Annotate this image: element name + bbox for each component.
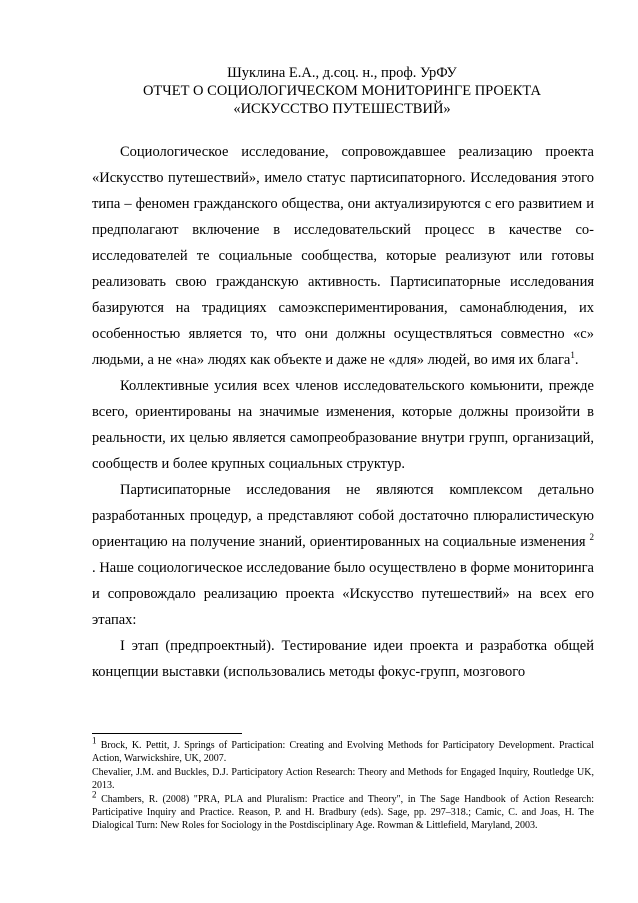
paragraph-2: Коллективные усилия всех членов исследовательского комьюнити, прежде всего, ориентированы на значимые изменения, которые должны произойти в реальности, их целью является самопреобразование внутри групп, организаций, сообществ и более крупных социальных структур. <box>92 378 594 472</box>
footnote-1-number: 1 <box>92 735 97 746</box>
footnote-1 <box>92 735 595 765</box>
paragraph-1-text: Социологическое исследование, сопровождавшее реализацию проекта «Искусство путешествий», имело статус партисипаторного. Исследования этого типа – феномен гражданского общества, они актуализируются с его развитием и предполагают включение в исследовательский процесс в качестве со-исследователей те социальные сообщества, которые реализуют или готовы реализовать свою гражданскую активность. Партисипаторные исследования базируются на традициях самоэкспериментирования, самонаблюдения, их особенностью является то, что они должны осуществляться совместно «с» людьми, а не «на» людях как объекте и даже не «для» людей, во имя их блага <box>92 144 594 368</box>
body-text <box>92 139 594 685</box>
footnote-2-number: 2 <box>92 790 97 801</box>
paragraph-3-text-a: Партисипаторные исследования не являются комплексом детально разработанных процедур, а представляют собой достаточно плюралистическую ориентацию на получение знаний, ориентированных на социальные изменения <box>92 482 594 550</box>
footnote-1-text: Brock, K. Pettit, J. Springs of Participation: Creating and Evolving Methods for Participatory Development. Practical Action, Warwickshire, UK, 2007. <box>92 740 595 764</box>
paragraph-4: I этап (предпроектный). Тестирование идеи проекта и разработка общей концепции выставки (использовались методы фокус-групп, мозгового <box>92 638 594 680</box>
footnote-2-text: Chambers, R. (2008) "PRA, PLA and Pluralism: Practice and Theory", in The Sage Handbook of Action Research: Participative Inquiry and Practice. Reason, P. and H. Bradbury (eds). Sage, pp. 297–318.; Camic, C. and Joas, H. The Dialogical Turn: New Roles for Sociology in the Postdisciplinary Age. Rowman & Littlefield, Maryland, 2003. <box>92 794 595 831</box>
footnote-1b: Chevalier, J.M. and Buckles, D.J. Participatory Action Research: Theory and Methods for Engaged Inquiry, Routledge UK, 2013. <box>92 767 594 791</box>
paragraph-3 <box>92 477 594 633</box>
footnote-ref-2[interactable]: 2 <box>589 532 595 543</box>
footnotes <box>92 735 595 834</box>
paragraph-1-end: . <box>574 352 579 368</box>
footnote-2 <box>92 790 595 832</box>
author-line: Шуклина Е.А., д.соц. н., проф. УрФУ <box>227 65 457 81</box>
footnote-ref-1[interactable]: 1 <box>570 350 575 361</box>
report-title-line2: «ИСКУССТВО ПУТЕШЕСТВИЙ» <box>233 101 451 117</box>
paragraph-3-text-b: . Наше социологическое исследование было осуществлено в форме мониторинга и сопровождало реализацию проекта «Искусство путешествий» на всех его этапах: <box>92 560 594 628</box>
report-title-line1: ОТЧЕТ О СОЦИОЛОГИЧЕСКОМ МОНИТОРИНГЕ ПРОЕКТА <box>142 83 542 99</box>
paragraph-1 <box>92 139 594 373</box>
footnote-separator <box>92 733 242 734</box>
